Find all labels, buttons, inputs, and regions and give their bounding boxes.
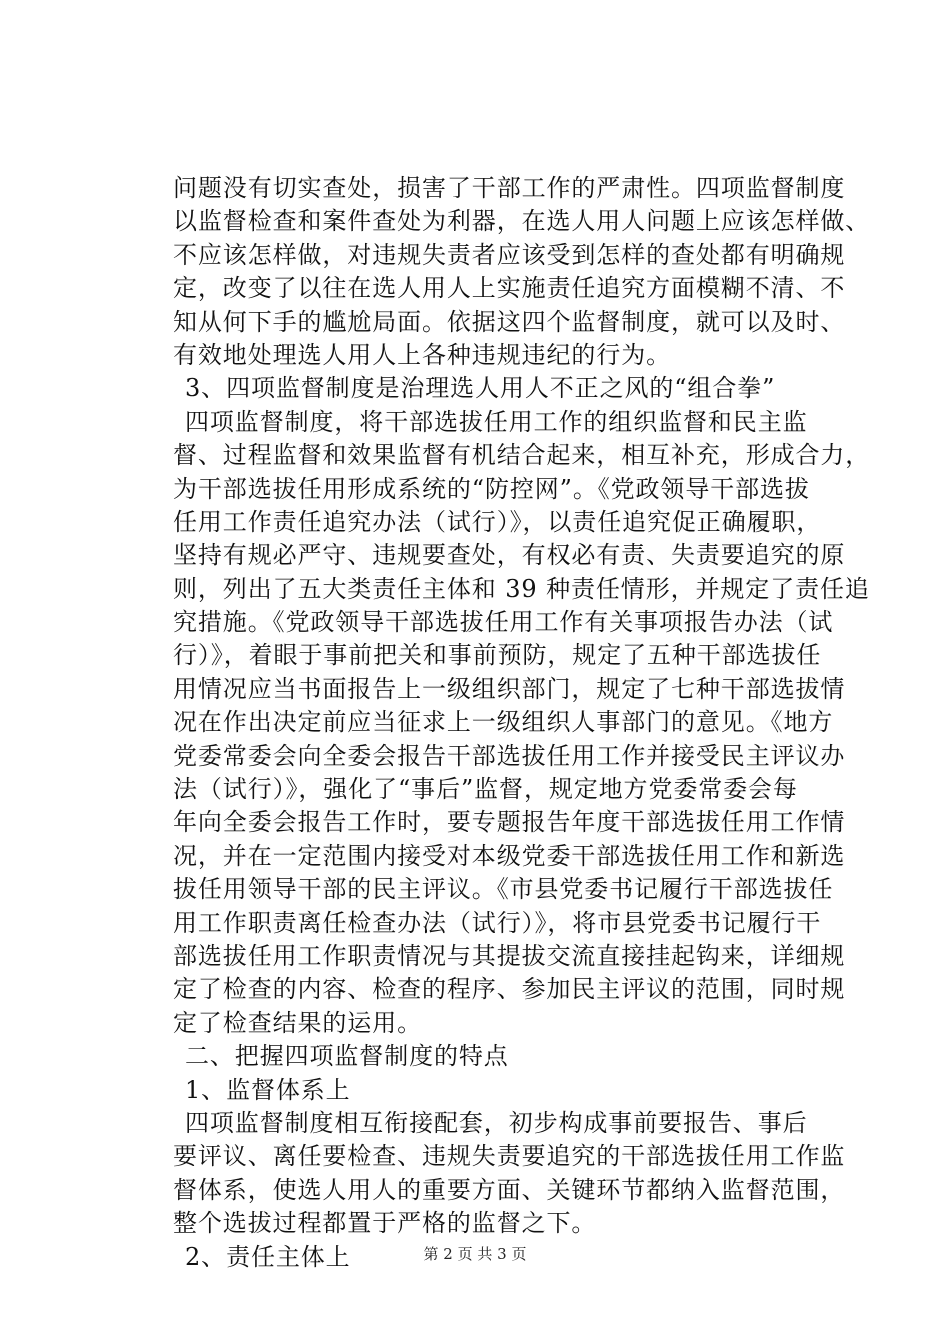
- section-heading: 二、把握四项监督制度的特点: [185, 1042, 509, 1071]
- text-line: 行）》，着眼于事前把关和事前预防，规定了五种干部选拔任: [173, 641, 822, 670]
- text-line: 用工作职责离任检查办法（试行）》，将市县党委书记履行干: [173, 908, 822, 937]
- text-line: 督体系，使选人用人的重要方面、关键环节都纳入监督范围，: [173, 1175, 846, 1204]
- text-line: 用情况应当书面报告上一级组织部门，规定了七种干部选拔情: [173, 674, 846, 703]
- text-line: 要评议、离任要检查、违规失责要追究的干部选拔任用工作监: [173, 1142, 846, 1171]
- text-line: 定了检查结果的运用。: [173, 1008, 422, 1037]
- text-line: 四项监督制度，将干部选拔任用工作的组织监督和民主监: [185, 407, 808, 436]
- text-line: 法（试行）》，强化了“事后”监督，规定地方党委常委会每: [173, 775, 798, 804]
- text-line: 四项监督制度相互衔接配套，初步构成事前要报告、事后: [185, 1108, 808, 1137]
- text-line: 究措施。《党政领导干部选拔任用工作有关事项报告办法（试: [173, 608, 834, 637]
- text-line: 定，改变了以往在选人用人上实施责任追究方面模糊不清、不: [173, 274, 846, 303]
- text-line: 则，列出了五大类责任主体和 39 种责任情形，并规定了责任追: [173, 574, 870, 603]
- document-body: [173, 172, 871, 1274]
- text-line: 坚持有规必严守、违规要查处，有权必有责、失责要追究的原: [173, 541, 846, 570]
- text-line: 整个选拔过程都置于严格的监督之下。: [173, 1209, 597, 1238]
- page-number-footer: 第 2 页 共 3 页: [423, 1245, 527, 1263]
- text-line: 况在作出决定前应当征求上一级组织人事部门的意见。《地方: [173, 708, 834, 737]
- text-line: 不应该怎样做，对违规失责者应该受到怎样的查处都有明确规: [173, 240, 846, 269]
- text-line: 拔任用领导干部的民主评议。《市县党委书记履行干部选拔任: [173, 875, 834, 904]
- text-line: 有效地处理选人用人上各种违规违纪的行为。: [173, 340, 671, 369]
- text-line: 以监督检查和案件查处为利器，在选人用人问题上应该怎样做、: [173, 207, 871, 236]
- text-line: 任用工作责任追究办法（试行）》，以责任追究促正确履职，: [173, 507, 822, 536]
- text-line: 况，并在一定范围内接受对本级党委干部选拔任用工作和新选: [173, 841, 846, 870]
- section-heading: 3、四项监督制度是治理选人用人不正之风的“组合拳”: [185, 374, 776, 403]
- subsection-heading: 2、责任主体上: [185, 1242, 351, 1271]
- text-line: 年向全委会报告工作时，要专题报告年度干部选拔任用工作情: [173, 808, 846, 837]
- subsection-heading: 1、监督体系上: [185, 1075, 351, 1104]
- text-line: 督、过程监督和效果监督有机结合起来，相互补充，形成合力，: [173, 441, 871, 470]
- text-line: 定了检查的内容、检查的程序、参加民主评议的范围，同时规: [173, 975, 846, 1004]
- text-line: 为干部选拔任用形成系统的“防控网”。《党政领导干部选拔: [173, 474, 810, 503]
- text-line: 问题没有切实查处，损害了干部工作的严肃性。四项监督制度: [173, 174, 846, 202]
- text-line: 部选拔任用工作职责情况与其提拔交流直接挂起钩来，详细规: [173, 941, 846, 970]
- text-line: 党委常委会向全委会报告干部选拔任用工作并接受民主评议办: [173, 741, 846, 770]
- text-line: 知从何下手的尴尬局面。依据这四个监督制度，就可以及时、: [173, 307, 846, 336]
